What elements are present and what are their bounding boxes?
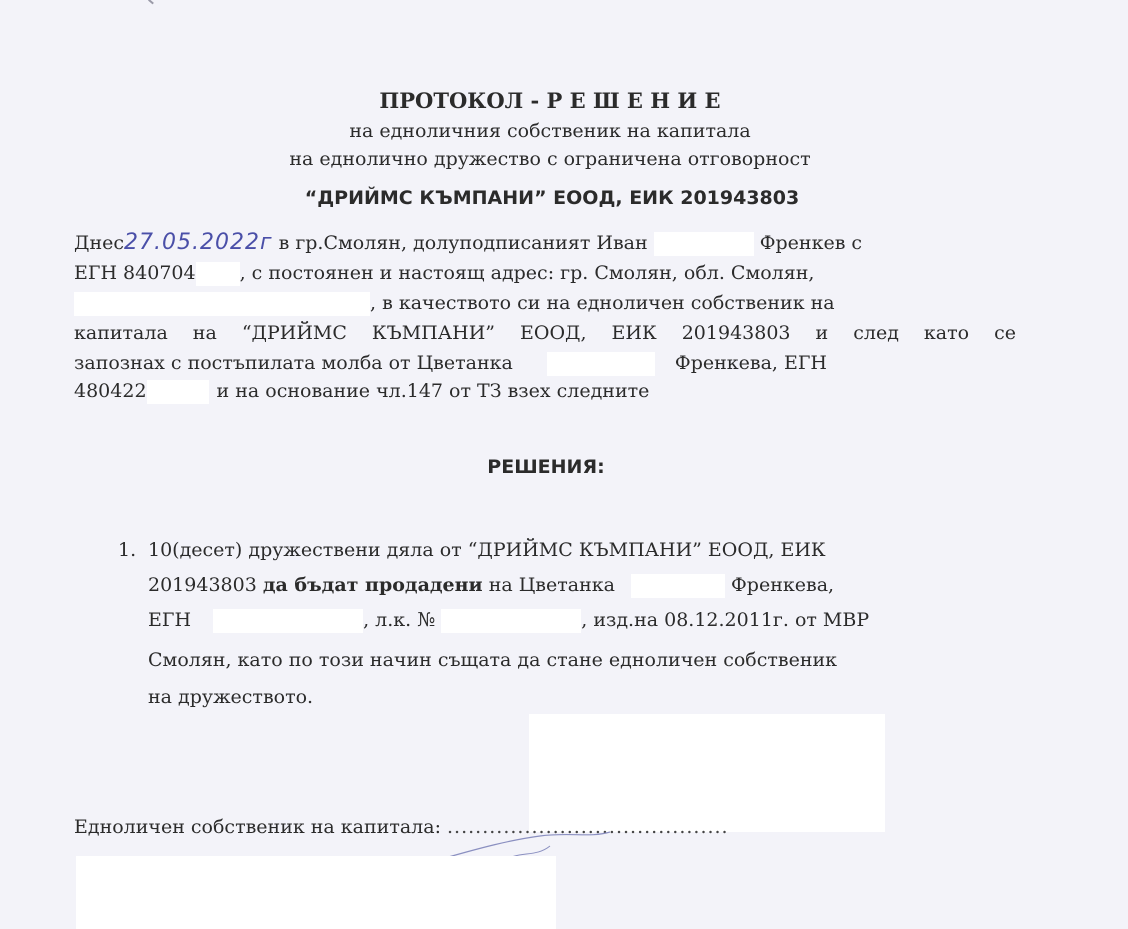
- scan-mark-icon: [144, 0, 154, 9]
- subtitle-line-1: на едноличния собственик на капитала: [349, 120, 751, 142]
- decision-line-3: [148, 603, 1016, 637]
- redaction-box: [654, 232, 754, 256]
- request-text: запознах с постъпилата молба от Цветанка: [74, 352, 513, 374]
- egn-2-text: 480422: [74, 380, 147, 402]
- applicant-text: Френкева, ЕГН: [674, 352, 828, 374]
- handwritten-date: 27.05.2022г: [124, 230, 273, 255]
- redaction-box: [547, 352, 655, 376]
- paragraph-line-5: [74, 348, 1016, 378]
- redaction-box: [74, 292, 370, 316]
- paragraph-line-6: [74, 376, 1016, 406]
- city-text: в гр.Смолян, долуподписаният Иван: [278, 232, 648, 254]
- buyer-text: на Цветанка: [488, 574, 615, 596]
- signature-label: Едноличен собственик на капитала:: [74, 816, 441, 838]
- issued-text: , изд.на 08.12.2011г. от МВР: [581, 609, 870, 631]
- capacity-text: , в качеството си на едноличен собственик на: [370, 292, 835, 314]
- subtitle-line-2: на еднолично дружество с ограничена отговорност: [289, 148, 811, 170]
- signature-line: [74, 816, 729, 838]
- egn-text: ЕГН 840704: [74, 262, 196, 284]
- paragraph-line-4: капитала на “ДРИЙМС КЪМПАНИ” ЕООД, ЕИК 201943803 и след като се: [74, 322, 1016, 344]
- company-name: “ДРИЙМС КЪМПАНИ” ЕООД, ЕИК 201943803: [304, 187, 800, 209]
- surname-text: Френкев с: [759, 232, 863, 254]
- paragraph-line-2: [74, 258, 1016, 288]
- today-label: Днес: [74, 232, 124, 254]
- signature-dots: ........................................: [447, 816, 729, 838]
- paragraph-line-1: [74, 228, 1016, 258]
- address-text: , с постоянен и настоящ адрес: гр. Смолян, обл. Смолян,: [239, 262, 815, 284]
- redaction-box: [196, 262, 240, 286]
- buyer-surname-text: Френкева,: [731, 574, 835, 596]
- redaction-box: [441, 609, 581, 633]
- decision-line-4: Смолян, като по този начин същата да стане едноличен собственик: [148, 649, 838, 671]
- decisions-heading: РЕШЕНИЯ:: [487, 456, 605, 478]
- egn-3-text: ЕГН: [148, 609, 192, 631]
- id-card-text: , л.к. №: [363, 609, 436, 631]
- eik-text: 201943803: [148, 574, 257, 596]
- redaction-box: [213, 609, 363, 633]
- decision-line-1: 10(десет) дружествени дяла от “ДРИЙМС КЪМПАНИ” ЕООД, ЕИК: [148, 539, 826, 561]
- redaction-box: [631, 574, 725, 598]
- redaction-box: [147, 380, 209, 404]
- decision-line-5: на дружеството.: [148, 686, 314, 708]
- decision-line-2: [148, 568, 1016, 602]
- basis-text: и на основание чл.147 от ТЗ взех следните: [216, 380, 650, 402]
- document-title: ПРОТОКОЛ - Р Е Ш Е Н И Е: [379, 88, 721, 113]
- redaction-box: [529, 714, 885, 832]
- item-number: 1.: [118, 539, 137, 561]
- paragraph-line-3: [74, 288, 1016, 318]
- sold-text: да бъдат продадени: [262, 574, 483, 596]
- redaction-box: [76, 856, 556, 929]
